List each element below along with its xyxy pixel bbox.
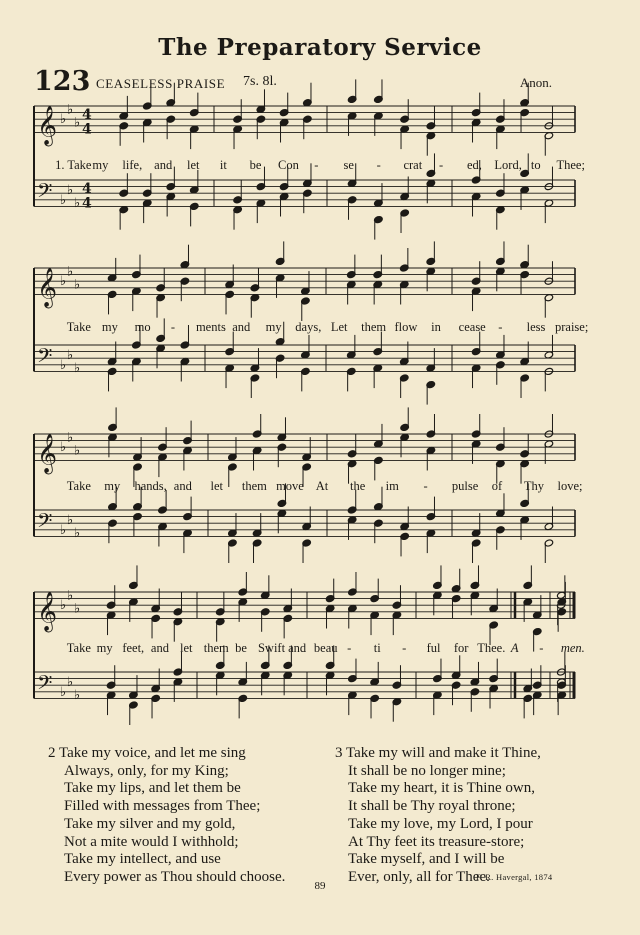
verse-2 <box>48 745 285 887</box>
key-flat: ♭ <box>60 440 67 456</box>
key-flat: ♭ <box>60 522 67 538</box>
lyric-syllable: my <box>92 158 109 172</box>
key-flat: ♭ <box>60 684 67 700</box>
key-flat: ♭ <box>74 526 81 542</box>
lyric-syllable: let <box>210 479 224 493</box>
lyric-syllable: my <box>101 320 118 334</box>
lyric-syllable: be <box>249 158 262 172</box>
lyric-syllable: ed, <box>466 158 482 172</box>
lyric-syllable: the <box>349 479 366 493</box>
lyric-syllable: cease <box>458 320 486 334</box>
lyric-syllable: Swift <box>257 641 286 655</box>
hymn-number: 123 <box>34 66 91 97</box>
lyric-syllable: 1. Take <box>55 158 92 172</box>
lyric-syllable: of <box>491 479 503 493</box>
lyric-syllable: - <box>423 479 428 493</box>
verse-line: Always, only, for my King; <box>64 762 229 779</box>
lyric-syllable: hands, <box>134 479 167 493</box>
lyric-syllable: days, <box>295 320 322 334</box>
lyric-syllable: Thee; <box>556 158 585 172</box>
verse-line: Take my heart, it is Thine own, <box>348 780 535 797</box>
verse-line: Take my silver and my gold, <box>64 815 236 832</box>
treble-clef: 𝄞 <box>37 433 58 474</box>
lyric-syllable: and <box>232 320 251 334</box>
lyric-syllable: crat <box>403 158 423 172</box>
verse-line: Take myself, and I will be <box>348 851 505 868</box>
key-flat: ♭ <box>67 512 74 528</box>
lyric-syllable: in <box>431 320 441 334</box>
lyric-syllable: let <box>180 641 193 655</box>
lyric-syllable: men. <box>560 641 585 655</box>
lyric-syllable: im <box>385 479 399 493</box>
lyric-syllable: Lord, <box>494 158 522 172</box>
bass-clef: 𝄢 <box>37 670 53 699</box>
section-title: The Preparatory Service <box>158 34 482 61</box>
page-number: 89 <box>314 880 326 892</box>
verse-line: It shall be Thy royal throne; <box>348 798 516 815</box>
attribution: F. R. Havergal, 1874 <box>476 872 553 882</box>
treble-clef: 𝄞 <box>37 591 58 632</box>
lyric-syllable: feet, <box>122 641 145 655</box>
lyric-syllable: - <box>376 158 381 172</box>
bass-clef: 𝄢 <box>37 343 53 372</box>
verse-line: Every power as Thou should choose. <box>64 868 286 885</box>
time-signature: 4 <box>82 121 92 138</box>
meter: 7s. 8l. <box>243 74 277 89</box>
lyric-syllable: love; <box>557 479 583 493</box>
key-flat: ♭ <box>74 601 81 617</box>
time-signature: 4 <box>82 107 92 124</box>
verse-line: Take my lips, and let them be <box>64 780 241 797</box>
lyric-syllable: my <box>104 479 121 493</box>
lyric-syllable: - <box>438 158 444 172</box>
bass-clef: 𝄢 <box>37 178 53 207</box>
lyric-syllable: - <box>170 320 176 334</box>
lyric-syllable: it <box>219 158 227 172</box>
verse-3 <box>335 745 541 887</box>
key-flat: ♭ <box>67 102 74 118</box>
lyric-syllable: ti <box>373 641 381 655</box>
verse-line: Take my love, my Lord, I pour <box>348 815 533 832</box>
treble-clef: 𝄞 <box>37 105 58 146</box>
key-flat: ♭ <box>74 688 81 704</box>
lyric-syllable: se <box>343 158 354 172</box>
lyric-syllable: Thee. <box>477 641 506 655</box>
key-flat: ♭ <box>74 443 81 459</box>
key-flat: ♭ <box>74 277 81 293</box>
key-flat: ♭ <box>67 674 74 690</box>
key-flat: ♭ <box>60 598 67 614</box>
lyric-syllable: and <box>173 479 192 493</box>
key-flat: ♭ <box>67 347 74 363</box>
lyric-syllable: At <box>315 479 329 493</box>
key-flat: ♭ <box>67 588 74 604</box>
verse-line: Filled with messages from Thee; <box>64 798 261 815</box>
lyric-syllable: beau <box>313 641 338 655</box>
lyric-syllable: - <box>498 320 503 334</box>
lyric-syllable: and <box>150 641 169 655</box>
lyric-syllable: Con <box>278 158 299 172</box>
verse-line: Not a mite would I withhold; <box>64 833 239 850</box>
lyric-syllable: to <box>530 158 541 172</box>
lyric-syllable: praise; <box>555 320 589 334</box>
key-flat: ♭ <box>74 361 81 377</box>
lyric-syllable: move <box>276 479 304 493</box>
lyric-syllable: pulse <box>451 479 479 493</box>
lyric-syllable: my <box>265 320 282 334</box>
time-signature: 4 <box>82 195 92 212</box>
key-flat: ♭ <box>60 112 67 128</box>
tune-name: CEASELESS PRAISE <box>96 76 226 91</box>
lyric-syllable: Take <box>66 320 91 334</box>
verse-line: 2 Take my voice, and let me sing <box>48 745 246 761</box>
lyric-syllable: and <box>288 641 307 655</box>
lyric-syllable: them <box>241 479 267 493</box>
lyric-syllable: for <box>453 641 469 655</box>
key-flat: ♭ <box>74 115 81 131</box>
verse-line: Take my intellect, and use <box>64 851 221 868</box>
verse-line: It shall be no longer mine; <box>348 762 506 779</box>
lyric-syllable: ments <box>195 320 226 334</box>
lyric-syllable: Take <box>66 479 91 493</box>
verse-line: At Thy feet its treasure-store; <box>348 833 525 850</box>
lyric-syllable: my <box>96 641 113 655</box>
key-flat: ♭ <box>60 357 67 373</box>
key-flat: ♭ <box>60 192 67 208</box>
lyric-syllable: mo <box>134 320 151 334</box>
bass-clef: 𝄢 <box>37 508 53 537</box>
key-flat: ♭ <box>74 196 81 212</box>
lyric-syllable: A <box>510 641 519 655</box>
key-flat: ♭ <box>67 182 74 198</box>
lyric-syllable: be <box>235 641 247 655</box>
lyric-syllable: - <box>347 641 352 655</box>
key-flat: ♭ <box>67 430 74 446</box>
lyric-syllable: Thy <box>523 479 545 493</box>
lyric-syllable: them <box>203 641 229 655</box>
lyric-syllable: - <box>402 641 407 655</box>
treble-clef: 𝄞 <box>37 267 58 308</box>
lyric-syllable: let <box>187 158 200 172</box>
key-flat: ♭ <box>67 264 74 280</box>
time-signature: 4 <box>82 181 92 198</box>
lyric-syllable: and <box>154 158 173 172</box>
composer: Anon. <box>519 75 552 90</box>
lyric-syllable: ful <box>426 641 441 655</box>
lyric-syllable: less <box>526 320 546 334</box>
lyric-syllable: life, <box>122 158 143 172</box>
lyric-syllable: Take <box>66 641 91 655</box>
lyric-syllable: - <box>314 158 319 172</box>
verse-line: 3 Take my will and make it Thine, <box>335 745 541 761</box>
lyric-syllable: - <box>539 641 544 655</box>
lyric-syllable: flow <box>394 320 418 334</box>
verse-line: Ever, only, all for Thee. <box>348 868 490 885</box>
lyric-syllable: them <box>361 320 387 334</box>
lyric-syllable: Let <box>330 320 348 334</box>
key-flat: ♭ <box>60 274 67 290</box>
